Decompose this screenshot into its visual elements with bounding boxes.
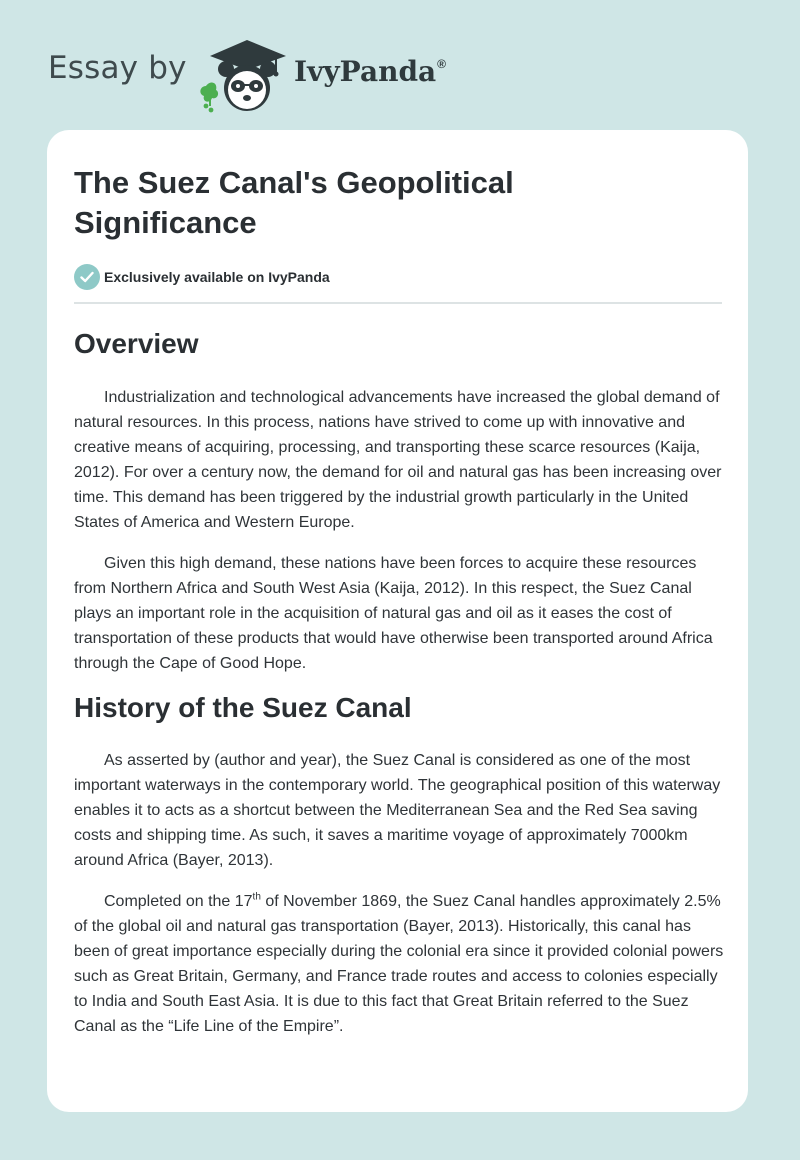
exclusive-label: Exclusively available on IvyPanda xyxy=(104,269,330,285)
brand-name[interactable]: IvyPanda® xyxy=(294,55,447,88)
paragraph: Completed on the 17th of November 1869, the Suez Canal handles approximately 2.5% of the global oil and natural gas transportation (Bayer, 2013). Historically, this canal has been of great importance especially during the colonial era since it provided colonial powers such as Great Britain, Germany, and France trade routes and access to colonies especially to India and South East Asia. It is due to this fact that Great Britain referred to the Suez Canal as the “Life Line of the Empire”. xyxy=(74,891,724,1035)
divider xyxy=(74,302,722,304)
essay-body xyxy=(74,314,724,1039)
essay-by-label: Essay by xyxy=(48,50,187,86)
exclusive-badge xyxy=(74,264,330,290)
essay-card xyxy=(47,130,748,1112)
section-heading-history: History of the Suez Canal xyxy=(74,692,412,723)
essay-title: The Suez Canal's Geopolitical Significance xyxy=(74,165,514,240)
ordinal-suffix: th xyxy=(252,891,261,903)
ivypanda-logo-icon[interactable] xyxy=(200,36,292,114)
check-icon xyxy=(74,264,100,290)
paragraph: As asserted by (author and year), the Suez Canal is considered as one of the most important waterways in the contemporary world. The geographical position of this waterway enables it to acts as a shortcut between the Mediterranean Sea and the Red Sea saving costs and shipping time. As such, it saves a maritime voyage of approximately 7000km around Africa (Bayer, 2013). xyxy=(74,752,721,869)
paragraph: Industrialization and technological advancements have increased the global demand of natural resources. In this process, nations have strived to come up with innovative and creative means of acquiring, processing, and transporting these scarce resources (Kaija, 2012). For over a century now, the demand for oil and natural gas has been increasing over time. This demand has been triggered by the industrial growth particularly in the United States of America and Western Europe. xyxy=(74,389,722,531)
paragraph: Given this high demand, these nations have been forces to acquire these resources from Northern Africa and South West Asia (Kaija, 2012). In this respect, the Suez Canal plays an important role in the acquisition of natural gas and oil as it eases the cost of transportation of these products that would have otherwise been transported around Africa through the Cape of Good Hope. xyxy=(74,555,713,672)
registered-mark: ® xyxy=(437,57,447,71)
site-header xyxy=(0,0,800,128)
section-heading-overview: Overview xyxy=(74,328,199,359)
